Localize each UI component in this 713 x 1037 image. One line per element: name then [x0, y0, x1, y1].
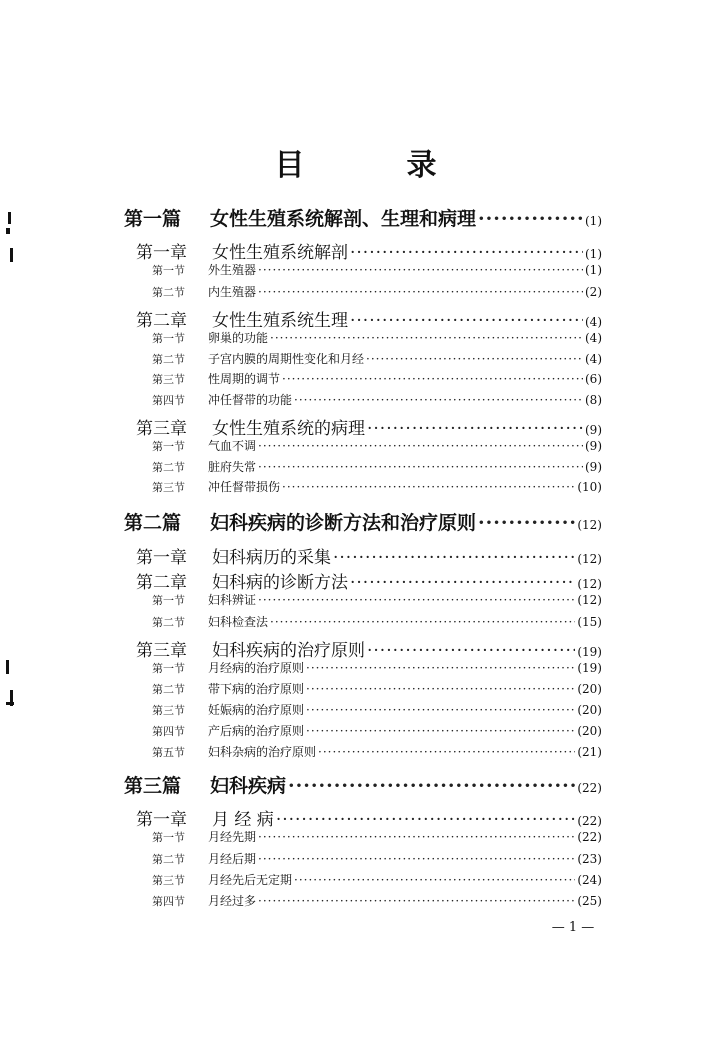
dot-leader: [366, 352, 583, 366]
toc-entry-name: 月经病的治疗原则: [208, 661, 305, 675]
toc-entry-section: [152, 478, 602, 498]
toc-entry-name: 月经先后无定期: [208, 873, 293, 887]
toc-entry-name: 带下病的治疗原则: [208, 682, 305, 696]
toc-entry-label: 第二篇: [124, 512, 182, 534]
toc-entry-label: 第一节: [152, 594, 185, 607]
toc-entry-section: [152, 613, 602, 633]
scan-artifact: [8, 212, 11, 224]
toc-entry-label: 第五节: [152, 746, 185, 759]
dot-leader: [282, 372, 583, 386]
toc-entry-name: 脏府失常: [208, 460, 257, 474]
toc-entry-name: 妊娠病的治疗原则: [208, 703, 305, 717]
dot-leader: [306, 661, 575, 675]
toc-entry-section: [152, 437, 602, 457]
toc-entry-label: 第三节: [152, 874, 185, 887]
toc-entry-section: [152, 659, 602, 679]
toc-entry-name: 妇科疾病的治疗原则: [212, 641, 365, 660]
toc-entry-name: 子宫内膜的周期性变化和月经: [208, 352, 365, 366]
toc-entry-page: (4): [585, 331, 602, 345]
toc-entry-name: 内生殖器: [208, 285, 257, 299]
dot-leader: [258, 460, 583, 474]
toc-entry-label: 第二节: [152, 853, 185, 866]
toc-entry-part: [124, 771, 602, 799]
toc-entry-page: (1): [585, 247, 602, 261]
toc-entry-page: (12): [577, 577, 602, 591]
toc-entry-section: [152, 370, 602, 390]
toc-entry-label: 第三篇: [124, 775, 182, 797]
toc-entry-chapter: [136, 636, 602, 660]
dot-leader: [288, 775, 575, 797]
dot-leader: [478, 512, 575, 534]
toc-entry-label: 第三节: [152, 481, 185, 494]
toc-entry-name: 月 经 病: [212, 810, 274, 829]
toc-entry-page: (4): [585, 352, 602, 366]
toc-entry-page: (25): [577, 894, 602, 908]
toc-entry-label: 第三章: [136, 419, 187, 438]
toc-entry-chapter: [136, 805, 602, 829]
dot-leader: [350, 311, 583, 330]
toc-entry-page: (15): [577, 615, 602, 629]
toc-entry-label: 第三节: [152, 373, 185, 386]
toc-entry-page: (20): [577, 724, 602, 738]
dot-leader: [270, 615, 575, 629]
toc-entry-page: (1): [585, 263, 602, 277]
dot-leader: [306, 724, 575, 738]
dot-leader: [258, 852, 575, 866]
toc-entry-section: [152, 871, 602, 891]
toc-entry-section: [152, 743, 602, 763]
toc-entry-name: 产后病的治疗原则: [208, 724, 305, 738]
toc-entry-label: 第二节: [152, 353, 185, 366]
toc-entry-chapter: [136, 568, 602, 592]
toc-entry-page: (20): [577, 703, 602, 717]
toc-entry-section: [152, 701, 602, 721]
toc-entry-page: (9): [585, 460, 602, 474]
toc-entry-section: [152, 283, 602, 303]
toc-entry-label: 第二节: [152, 286, 185, 299]
dot-leader: [276, 810, 576, 829]
dot-leader: [258, 894, 575, 908]
dot-leader: [306, 682, 575, 696]
toc-entry-section: [152, 350, 602, 370]
toc-entry-name: 女性生殖系统解剖: [212, 243, 348, 262]
toc-entry-section: [152, 591, 602, 611]
toc-entry-name: 月经先期: [208, 830, 257, 844]
toc-entry-name: 性周期的调节: [208, 372, 281, 386]
toc-entry-label: 第一节: [152, 440, 185, 453]
dot-leader: [258, 593, 575, 607]
dot-leader: [350, 573, 575, 592]
toc-entry-name: 妇科杂病的治疗原则: [208, 745, 317, 759]
toc-entry-page: (12): [577, 593, 602, 607]
dot-leader: [318, 745, 575, 759]
toc-entry-label: 第四节: [152, 725, 185, 738]
toc-entry-label: 第一篇: [124, 208, 182, 230]
dot-leader: [306, 703, 575, 717]
toc-entry-name: 妇科辨证: [208, 593, 257, 607]
dot-leader: [258, 285, 583, 299]
toc-entry-section: [152, 892, 602, 912]
toc-title-right: 录: [406, 148, 439, 183]
toc-entry-label: 第二章: [136, 573, 187, 592]
toc-entry-page: (2): [585, 285, 602, 299]
toc-entry-name: 月经后期: [208, 852, 257, 866]
toc-entry-page: (20): [577, 682, 602, 696]
toc-entry-label: 第二章: [136, 311, 187, 330]
toc-entry-page: (22): [577, 781, 602, 795]
toc-entry-page: (21): [577, 745, 602, 759]
toc-entry-name: 女性生殖系统生理: [212, 311, 348, 330]
toc-entry-section: [152, 261, 602, 281]
toc-entry-page: (24): [577, 873, 602, 887]
toc-entry-part: [124, 204, 602, 232]
toc-entry-label: 第一章: [136, 810, 187, 829]
toc-entry-label: 第一章: [136, 243, 187, 262]
dot-leader: [258, 263, 583, 277]
dot-leader: [282, 480, 575, 494]
toc-entry-name: 冲任督带的功能: [208, 393, 293, 407]
toc-entry-label: 第二节: [152, 683, 185, 696]
toc-entry-page: (23): [577, 852, 602, 866]
toc-entry-name: 卵巢的功能: [208, 331, 269, 345]
dot-leader: [333, 548, 575, 567]
toc-entry-label: 第二节: [152, 616, 185, 629]
toc-entry-section: [152, 850, 602, 870]
toc-entry-label: 第一节: [152, 662, 185, 675]
toc-entry-section: [152, 680, 602, 700]
dot-leader: [294, 873, 575, 887]
scan-artifact: [6, 660, 9, 674]
toc-entry-label: 第四节: [152, 895, 185, 908]
toc-entry-page: (10): [577, 480, 602, 494]
toc-entry-label: 第四节: [152, 394, 185, 407]
dot-leader: [258, 439, 583, 453]
toc-entry-name: 冲任督带损伤: [208, 480, 281, 494]
toc-entry-section: [152, 329, 602, 349]
scan-artifact: [6, 702, 14, 705]
toc-entry-label: 第一节: [152, 332, 185, 345]
toc-entry-name: 女性生殖系统解剖、生理和病理: [210, 208, 477, 230]
toc-entry-name: 女性生殖系统的病理: [212, 419, 365, 438]
toc-title-left: 目: [274, 148, 307, 183]
toc-entry-page: (12): [577, 518, 602, 532]
toc-entry-chapter: [136, 543, 602, 567]
toc-entry-page: (22): [577, 830, 602, 844]
toc-entry-page: (22): [577, 814, 602, 828]
toc-entry-name: 妇科检查法: [208, 615, 269, 629]
toc-entry-name: 妇科疾病: [210, 775, 287, 797]
toc-entry-label: 第三章: [136, 641, 187, 660]
dot-leader: [367, 641, 575, 660]
toc-entry-section: [152, 458, 602, 478]
toc-entry-chapter: [136, 414, 602, 438]
toc-entry-page: (19): [577, 645, 602, 659]
toc-entry-name: 气血不调: [208, 439, 257, 453]
scan-artifact: [10, 248, 13, 262]
toc-entry-chapter: [136, 306, 602, 330]
dot-leader: [258, 830, 575, 844]
toc-entry-page: (9): [585, 439, 602, 453]
toc-title: [0, 140, 713, 183]
page-number: — 1 —: [551, 920, 595, 935]
toc-entry-chapter: [136, 238, 602, 262]
toc-entry-label: 第一章: [136, 548, 187, 567]
toc-entry-section: [152, 391, 602, 411]
toc-entry-page: (19): [577, 661, 602, 675]
toc-entry-section: [152, 828, 602, 848]
toc-entry-name: 月经过多: [208, 894, 257, 908]
toc-entry-name: 外生殖器: [208, 263, 257, 277]
dot-leader: [294, 393, 583, 407]
toc-entry-page: (12): [577, 552, 602, 566]
toc-entry-label: 第一节: [152, 264, 185, 277]
toc-entry-name: 妇科病历的采集: [212, 548, 331, 567]
toc-entry-label: 第三节: [152, 704, 185, 717]
dot-leader: [367, 419, 583, 438]
toc-entry-section: [152, 722, 602, 742]
toc-entry-page: (8): [585, 393, 602, 407]
toc-entry-name: 妇科病的诊断方法: [212, 573, 348, 592]
toc-entry-label: 第二节: [152, 461, 185, 474]
toc-entry-page: (4): [585, 315, 602, 329]
dot-leader: [270, 331, 583, 345]
toc-entry-name: 妇科疾病的诊断方法和治疗原则: [210, 512, 477, 534]
toc-entry-label: 第一节: [152, 831, 185, 844]
scan-artifact: [6, 228, 10, 234]
toc-entry-page: (1): [585, 214, 602, 228]
toc-entry-part: [124, 508, 602, 536]
toc-entry-page: (6): [585, 372, 602, 386]
toc-entry-page: (9): [585, 423, 602, 437]
dot-leader: [478, 208, 583, 230]
dot-leader: [350, 243, 583, 262]
